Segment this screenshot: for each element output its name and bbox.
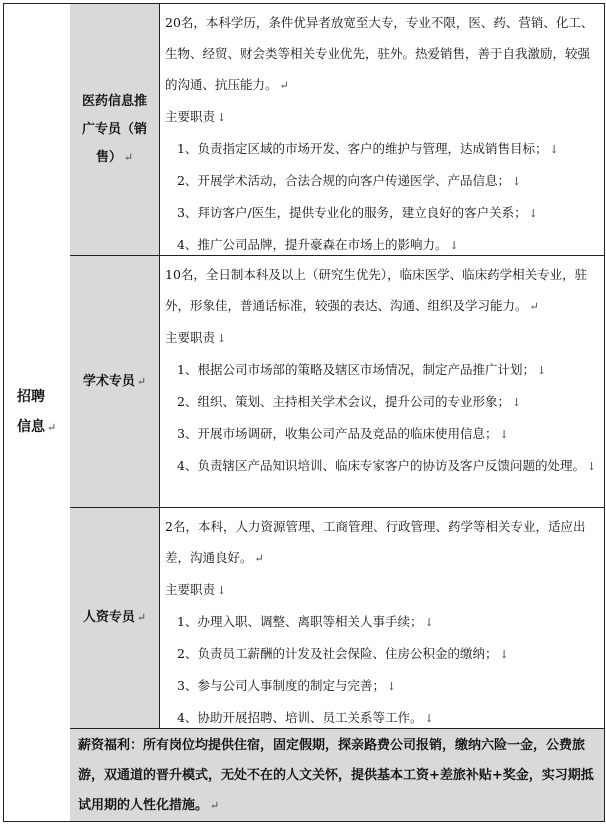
line-break-mark: ↓ [424,616,434,629]
duty-item: 2、负责员工薪酬的计发及社会保险、住房公积金的缴纳； ↓ [177,646,509,661]
line-break-mark: ↓ [499,648,509,661]
position-details [165,511,601,734]
line-break-mark: ↓ [217,584,227,597]
line-break-mark: ↓ [549,143,559,156]
line-break-mark: ↓ [217,111,227,124]
line-break-mark: ↓ [528,207,538,220]
duty-item: 4、推广公司品牌，提升豪森在市场上的影响力。 ↓ [177,237,459,252]
position-row [70,508,604,729]
main-category-cell [4,4,71,821]
position-title-cell [70,4,160,255]
duty-item: 1、负责指定区域的市场开发、客户的维护与管理，达成销售目标； ↓ [177,141,559,156]
paragraph-mark: ↵ [529,300,539,313]
paragraph-mark: ↵ [123,150,134,164]
duty-item: 3、参与公司人事制度的制定与完善； ↓ [177,678,397,693]
line-break-mark: ↓ [586,460,597,473]
position-title-cell [70,508,160,728]
paragraph-mark: ↵ [279,79,289,92]
position-row [70,4,604,256]
line-break-mark: ↓ [511,396,522,409]
line-break-mark: ↓ [449,239,459,252]
requirement-text: 10名，全日制本科及以上（研究生优先），临床医学、临床药学相关专业，驻外，形象佳，普通话标准，较强的表达、沟通、组织及学习能力。 ↵ [165,267,588,313]
position-title: 医药信息推广专员（销售） ↵ [81,93,147,165]
recruitment-table [3,3,605,822]
requirement-text: 20名，本科学历，条件优异者放宽至大专，专业不限，医、药、营销、化工、生物、经贸、财会类等相关专业优先，驻外。热爱销售，善于自我激励，较强的沟通、抗压能力。 ↵ [165,15,594,92]
duty-item: 2、组织、策划、主持相关学术会议，提升公司的专业形象； ↓ [177,394,522,409]
position-details [165,7,601,261]
requirement-text: 2名，本科，人力资源管理、工商管理、行政管理、药学等相关专业，适应出差，沟通良好。 ↵ [165,519,586,565]
line-break-mark: ↓ [511,175,522,188]
duties-heading: 主要职责 ↓ [165,330,227,345]
duty-item: 3、开展市场调研，收集公司产品及竞品的临床使用信息； ↓ [177,426,509,441]
main-category-label: 招聘信息 ↵ [17,389,57,435]
welfare-cell [70,729,604,821]
duties-heading: 主要职责 ↓ [165,582,227,597]
duty-item: 3、拜访客户/医生，提供专业化的服务，建立良好的客户关系； ↓ [177,205,538,220]
paragraph-mark: ↵ [136,374,147,388]
paragraph-mark: ↵ [136,611,147,624]
position-title-cell [70,256,160,507]
duty-item: 1、根据公司市场部的策略及辖区市场情况，制定产品推广计划； ↓ [177,362,547,377]
position-row [70,256,604,508]
position-title: 人资专员 ↵ [82,610,147,625]
line-break-mark: ↓ [536,364,547,377]
duty-item: 2、开展学术活动，合法合规的向客户传递医学、产品信息； ↓ [177,173,522,188]
welfare-text: 薪资福利：所有岗位均提供住宿，固定假期，探亲路费公司报销，缴纳六险一金，公费旅游，双通道的晋升模式，无处不在的人文关怀，提供基本工资+差旅补贴+奖金，实习期抵试用期的人性化措施。 ↵ [78,738,594,813]
duty-item: 4、负责辖区产品知识培训、临床专家客户的协访及客户反馈问题的处理。 ↓ [177,458,597,473]
paragraph-mark: ↵ [210,799,220,812]
line-break-mark: ↓ [386,680,397,693]
paragraph-mark: ↵ [254,552,264,565]
duty-item: 4、协助开展招聘、培训、员工关系等工作。 ↓ [177,710,434,725]
line-break-mark: ↓ [499,428,509,441]
position-details [165,259,601,482]
line-break-mark: ↓ [217,332,227,345]
paragraph-mark: ↵ [47,421,57,434]
duty-item: 1、办理入职、调整、离职等相关人事手续； ↓ [177,614,434,629]
position-title: 学术专员 ↵ [82,373,147,389]
duties-heading: 主要职责 ↓ [165,109,227,124]
line-break-mark: ↓ [424,712,434,725]
